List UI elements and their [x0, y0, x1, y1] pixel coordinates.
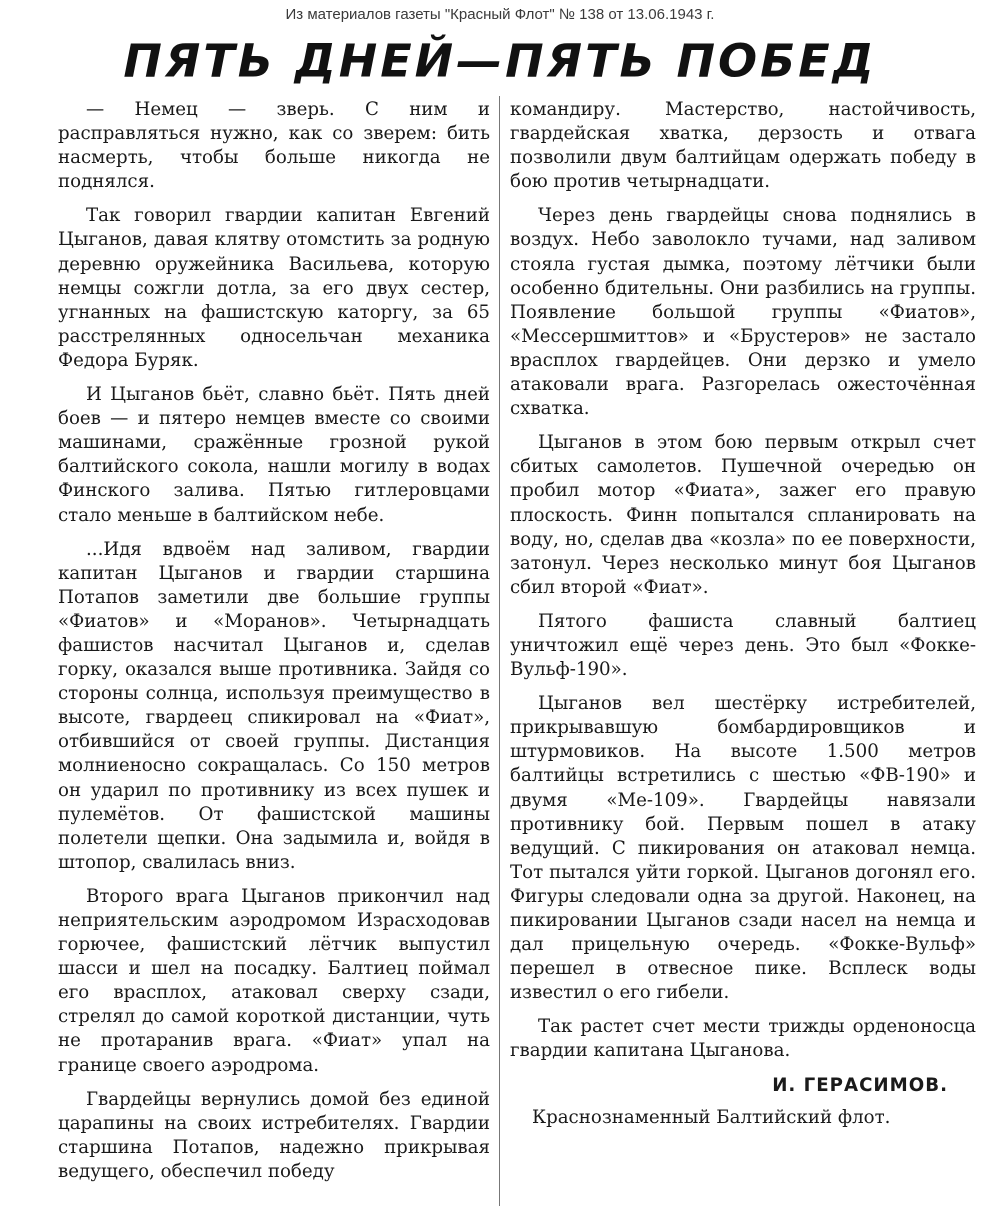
paragraph: Так говорил гвардии капитан Евгений Цыганов, давая клятву отомстить за родную деревню оружейника Васильева, которую немцы сожгли дотла, за его двух сестер, угнанных на фашистскую каторгу, за 65 расстрелянных односельчан механика Федора Буряк.	[58, 205, 490, 371]
article-column-left	[58, 98, 490, 1194]
paragraph: Цыганов вел шестёрку истребителей, прикрывавшую бомбардировщиков и штурмовиков. На высоте 1.500 метров балтийцы встретились с шестью «ФВ-190» и двумя «Ме-109». Гвардейцы навязали противнику бой. Первым пошел в атаку ведущий. С пикирования он атаковал немца. Тот пытался уйти горкой. Цыганов догонял его. Фигуры следовали одна за другой. Наконец, на пикировании Цыганов сзади насел на немца и дал прицельную очередь. «Фокке-Вульф» перешел в отвесное пике. Всплеск воды известил о его гибели.	[510, 693, 976, 1004]
column-divider	[499, 96, 500, 1206]
article-column-right	[510, 98, 976, 1130]
author-signature: И. ГЕРАСИМОВ.	[772, 1074, 948, 1096]
paragraph: Так растет счет мести трижды орденоносца гвардии капитана Цыганова.	[510, 1016, 976, 1062]
paragraph: Пятого фашиста славный балтиец уничтожил ещё через день. Это был «Фокке-Вульф-190».	[510, 610, 976, 681]
paragraph: — Немец — зверь. С ним и расправляться нужно, как со зверем: бить насмерть, чтобы больше никогда не поднялся.	[58, 99, 490, 193]
source-caption: Из материалов газеты "Красный Флот" № 138 от 13.06.1943 г.	[285, 6, 715, 23]
paragraph: Второго врага Цыганов прикончил над неприятельским аэродромом Израсходовав горючее, фашистский лётчик выпустил шасси и шел на посадку. Балтиец поймал его врасплох, атаковал сверху сзади, стрелял до самой короткой дистанции, чуть не протаранив врага. «Фиат» упал на границе своего аэродрома.	[58, 885, 490, 1076]
headline: ПЯТЬ ДНЕЙ—ПЯТЬ ПОБЕД	[123, 34, 877, 88]
paragraph: И Цыганов бьёт, славно бьёт. Пять дней боев — и пятеро немцев вместе со своими машинами, сражённые грозной рукой балтийского сокола, нашли могилу в водах Финского залива. Пятью гитлеровцами стало меньше в балтийском небе.	[58, 384, 490, 526]
paragraph: Гвардейцы вернулись домой без единой царапины на своих истребителях. Гвардии старшина Потапов, надежно прикрывая ведущего, обеспечил победу	[58, 1088, 490, 1182]
paragraph: Цыганов в этом бою первым открыл счет сбитых самолетов. Пушечной очередью он пробил мотор «Фиата», зажег его правую плоскость. Финн попытался спланировать на воду, но, сделав два «козла» по ее поверхности, затонул. Через несколько минут боя Цыганов сбил второй «Фиат».	[510, 432, 976, 598]
paragraph: Через день гвардейцы снова поднялись в воздух. Небо заволокло тучами, над заливом стояла густая дымка, поэтому лётчики были особенно бдительны. Они разбились на группы. Появление большой группы «Фиатов», «Мессершмиттов» и «Брустеров» не застало врасплох гвардейцев. Они дерзко и умело атаковали врага. Разгорелась ожесточённая схватка.	[510, 205, 976, 420]
author-affiliation: Краснознаменный Балтийский флот.	[532, 1106, 891, 1128]
paragraph: ...Идя вдвоём над заливом, гвардии капитан Цыганов и гвардии старшина Потапов заметили две большие группы «Фиатов» и «Моранов». Четырнадцать фашистов насчитал Цыганов и, сделав горку, оказался выше противника. Зайдя со стороны солнца, используя преимущество в высоте, гвардеец спикировал на «Фиат», отбившийся от своей группы. Дистанция молниеносно сокращалась. Со 150 метров он ударил по противнику из всех пушек и пулемётов. От фашистской машины полетели щепки. Она задымила и, войдя в штопор, свалилась вниз.	[58, 538, 490, 873]
paragraph: командиру. Мастерство, настойчивость, гвардейская хватка, дерзость и отвага позволили двум балтийцам одержать победу в бою против четырнадцати.	[510, 99, 976, 193]
